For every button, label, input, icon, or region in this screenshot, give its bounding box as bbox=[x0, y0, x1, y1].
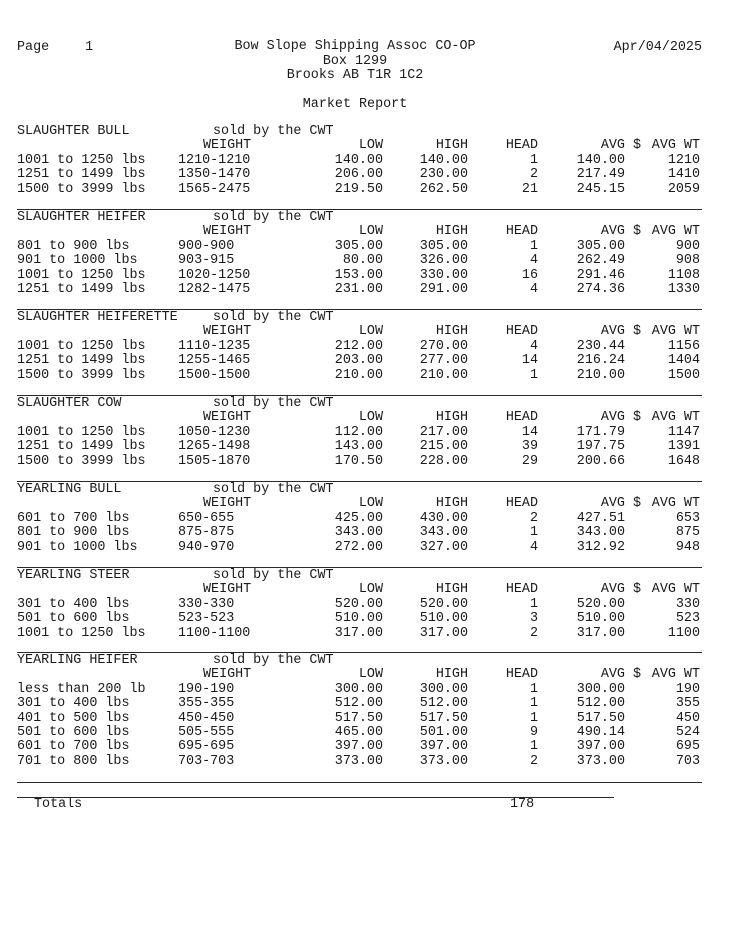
avg-weight: 2059 bbox=[667, 181, 700, 197]
weight-column-header: WEIGHT bbox=[203, 667, 252, 683]
low-price: 517.50 bbox=[334, 710, 383, 726]
low-price: 397.00 bbox=[334, 739, 383, 755]
head-count: 1 bbox=[529, 681, 538, 697]
weight-class: 601 to 700 lbs bbox=[17, 739, 130, 755]
avg-weight: 450 bbox=[675, 710, 700, 726]
low-price: 317.00 bbox=[334, 625, 383, 641]
avg-price: 197.75 bbox=[576, 439, 625, 455]
low-column-header: LOW bbox=[358, 496, 383, 512]
weight-range: 450-450 bbox=[178, 710, 235, 726]
weight-range: 1500-1500 bbox=[178, 367, 251, 383]
low-price: 305.00 bbox=[334, 238, 383, 254]
section-title-row bbox=[17, 483, 702, 497]
table-row bbox=[17, 598, 702, 612]
weight-class: less than 200 lb bbox=[17, 681, 146, 697]
head-column-header: HEAD bbox=[505, 410, 538, 426]
weight-range: 1350-1470 bbox=[178, 167, 251, 183]
avg-weight: 1147 bbox=[667, 424, 700, 440]
head-column-header: HEAD bbox=[505, 496, 538, 512]
weight-range: 355-355 bbox=[178, 696, 235, 712]
avg-price: 216.24 bbox=[576, 353, 625, 369]
weight-range: 1265-1498 bbox=[178, 439, 251, 455]
sold-by-label: sold by the CWT bbox=[213, 396, 334, 411]
table-row bbox=[17, 440, 702, 454]
avg-weight-column-header: AVG WT bbox=[651, 138, 700, 154]
table-row bbox=[17, 254, 702, 268]
avg-price: 262.49 bbox=[576, 253, 625, 269]
low-price: 520.00 bbox=[334, 596, 383, 612]
low-price: 80.00 bbox=[342, 253, 383, 269]
weight-class: 1001 to 1250 lbs bbox=[17, 152, 146, 168]
avg-weight: 703 bbox=[675, 753, 700, 769]
head-count: 2 bbox=[529, 510, 538, 526]
avg-price: 140.00 bbox=[576, 152, 625, 168]
head-count: 1 bbox=[529, 525, 538, 541]
avg-weight: 695 bbox=[675, 739, 700, 755]
weight-range: 650-655 bbox=[178, 510, 235, 526]
high-price: 217.00 bbox=[419, 424, 468, 440]
high-column-header: HIGH bbox=[435, 667, 468, 683]
avg-weight: 875 bbox=[675, 525, 700, 541]
sold-by-label: sold by the CWT bbox=[213, 310, 334, 325]
high-price: 270.00 bbox=[419, 338, 468, 354]
avg-weight-column-header: AVG WT bbox=[651, 224, 700, 240]
page-label: Page bbox=[17, 40, 50, 55]
weight-class: 1251 to 1499 lbs bbox=[17, 353, 146, 369]
head-count: 2 bbox=[529, 625, 538, 641]
table-row bbox=[17, 269, 702, 283]
head-count: 16 bbox=[521, 267, 538, 283]
avg-weight: 1156 bbox=[667, 338, 700, 354]
high-price: 510.00 bbox=[419, 611, 468, 627]
avg-weight-column-header: AVG WT bbox=[651, 667, 700, 683]
high-price: 317.00 bbox=[419, 625, 468, 641]
high-price: 300.00 bbox=[419, 681, 468, 697]
head-count: 1 bbox=[529, 367, 538, 383]
head-count: 4 bbox=[529, 253, 538, 269]
avg-price: 274.36 bbox=[576, 281, 625, 297]
weight-class: 1001 to 1250 lbs bbox=[17, 424, 146, 440]
section-name: SLAUGHTER COW bbox=[17, 396, 122, 411]
weight-range: 330-330 bbox=[178, 596, 235, 612]
avg-weight: 908 bbox=[675, 253, 700, 269]
weight-column-header: WEIGHT bbox=[203, 582, 252, 598]
avg-price: 217.49 bbox=[576, 167, 625, 183]
weight-range: 1565-2475 bbox=[178, 181, 251, 197]
weight-class: 501 to 600 lbs bbox=[17, 724, 130, 740]
low-price: 512.00 bbox=[334, 696, 383, 712]
section-slaughter-heifer bbox=[17, 211, 702, 297]
table-row bbox=[17, 283, 702, 297]
low-price: 425.00 bbox=[334, 510, 383, 526]
avg-price-column-header: AVG $ bbox=[600, 224, 641, 240]
avg-weight: 355 bbox=[675, 696, 700, 712]
high-price: 228.00 bbox=[419, 453, 468, 469]
section-divider bbox=[17, 782, 702, 783]
high-price: 262.50 bbox=[419, 181, 468, 197]
weight-column-header: WEIGHT bbox=[203, 324, 252, 340]
table-row bbox=[17, 755, 702, 769]
weight-column-header: WEIGHT bbox=[203, 496, 252, 512]
avg-weight: 653 bbox=[675, 510, 700, 526]
weight-range: 1020-1250 bbox=[178, 267, 251, 283]
head-count: 1 bbox=[529, 152, 538, 168]
section-slaughter-heiferette bbox=[17, 311, 702, 383]
low-price: 170.50 bbox=[334, 453, 383, 469]
high-price: 326.00 bbox=[419, 253, 468, 269]
totals-head-count: 178 bbox=[510, 797, 535, 812]
high-price: 215.00 bbox=[419, 439, 468, 455]
head-count: 1 bbox=[529, 596, 538, 612]
table-row bbox=[17, 426, 702, 440]
weight-class: 901 to 1000 lbs bbox=[17, 253, 138, 269]
weight-range: 523-523 bbox=[178, 611, 235, 627]
avg-weight: 330 bbox=[675, 596, 700, 612]
avg-weight-column-header: AVG WT bbox=[651, 582, 700, 598]
avg-weight-column-header: AVG WT bbox=[651, 324, 700, 340]
weight-range: 190-190 bbox=[178, 681, 235, 697]
weight-range: 1100-1100 bbox=[178, 625, 251, 641]
weight-class: 1001 to 1250 lbs bbox=[17, 267, 146, 283]
head-column-header: HEAD bbox=[505, 667, 538, 683]
weight-class: 501 to 600 lbs bbox=[17, 611, 130, 627]
weight-range: 1210-1210 bbox=[178, 152, 251, 168]
head-count: 1 bbox=[529, 696, 538, 712]
table-row bbox=[17, 512, 702, 526]
section-name: YEARLING STEER bbox=[17, 568, 130, 583]
high-price: 140.00 bbox=[419, 152, 468, 168]
high-price: 397.00 bbox=[419, 739, 468, 755]
low-price: 272.00 bbox=[334, 539, 383, 555]
high-price: 373.00 bbox=[419, 753, 468, 769]
table-row bbox=[17, 168, 702, 182]
weight-class: 1500 to 3999 lbs bbox=[17, 367, 146, 383]
avg-price: 373.00 bbox=[576, 753, 625, 769]
table-row bbox=[17, 183, 702, 197]
avg-price: 245.15 bbox=[576, 181, 625, 197]
section-title-row bbox=[17, 397, 702, 411]
weight-class: 1001 to 1250 lbs bbox=[17, 338, 146, 354]
avg-price: 291.46 bbox=[576, 267, 625, 283]
section-slaughter-cow bbox=[17, 397, 702, 469]
low-price: 373.00 bbox=[334, 753, 383, 769]
section-yearling-bull bbox=[17, 483, 702, 555]
head-column-header: HEAD bbox=[505, 138, 538, 154]
table-row bbox=[17, 740, 702, 754]
section-title-row bbox=[17, 211, 702, 225]
head-column-header: HEAD bbox=[505, 582, 538, 598]
table-row bbox=[17, 726, 702, 740]
table-row bbox=[17, 240, 702, 254]
avg-weight: 1500 bbox=[667, 367, 700, 383]
high-column-header: HIGH bbox=[435, 224, 468, 240]
sold-by-label: sold by the CWT bbox=[213, 653, 334, 668]
head-count: 4 bbox=[529, 338, 538, 354]
table-row bbox=[17, 526, 702, 540]
totals-label: Totals bbox=[34, 797, 83, 812]
weight-class: 1500 to 3999 lbs bbox=[17, 453, 146, 469]
org-address-line2: Brooks AB T1R 1C2 bbox=[286, 68, 424, 83]
high-price: 501.00 bbox=[419, 724, 468, 740]
weight-class: 301 to 400 lbs bbox=[17, 696, 130, 712]
head-count: 21 bbox=[521, 181, 538, 197]
weight-column-header: WEIGHT bbox=[203, 138, 252, 154]
table-row bbox=[17, 340, 702, 354]
avg-weight: 1330 bbox=[667, 281, 700, 297]
avg-price: 171.79 bbox=[576, 424, 625, 440]
table-row bbox=[17, 627, 702, 641]
avg-price: 517.50 bbox=[576, 710, 625, 726]
head-count: 2 bbox=[529, 753, 538, 769]
head-count: 14 bbox=[521, 353, 538, 369]
weight-column-header: WEIGHT bbox=[203, 410, 252, 426]
avg-price: 230.44 bbox=[576, 338, 625, 354]
report-title: Market Report bbox=[302, 97, 408, 112]
head-count: 4 bbox=[529, 281, 538, 297]
low-price: 219.50 bbox=[334, 181, 383, 197]
low-column-header: LOW bbox=[358, 582, 383, 598]
avg-price-column-header: AVG $ bbox=[600, 496, 641, 512]
weight-class: 1251 to 1499 lbs bbox=[17, 439, 146, 455]
high-price: 230.00 bbox=[419, 167, 468, 183]
avg-price: 520.00 bbox=[576, 596, 625, 612]
avg-price-column-header: AVG $ bbox=[600, 667, 641, 683]
high-column-header: HIGH bbox=[435, 496, 468, 512]
column-header-row bbox=[17, 225, 702, 239]
low-column-header: LOW bbox=[358, 138, 383, 154]
avg-price: 312.92 bbox=[576, 539, 625, 555]
high-price: 430.00 bbox=[419, 510, 468, 526]
low-price: 206.00 bbox=[334, 167, 383, 183]
section-name: SLAUGHTER HEIFER bbox=[17, 210, 146, 225]
low-column-header: LOW bbox=[358, 324, 383, 340]
weight-class: 1251 to 1499 lbs bbox=[17, 167, 146, 183]
high-price: 512.00 bbox=[419, 696, 468, 712]
avg-weight: 1404 bbox=[667, 353, 700, 369]
section-yearling-heifer bbox=[17, 654, 702, 769]
section-name: SLAUGHTER BULL bbox=[17, 124, 130, 139]
avg-weight: 1648 bbox=[667, 453, 700, 469]
avg-weight: 948 bbox=[675, 539, 700, 555]
org-header bbox=[205, 40, 505, 84]
head-count: 1 bbox=[529, 710, 538, 726]
high-price: 305.00 bbox=[419, 238, 468, 254]
weight-class: 801 to 900 lbs bbox=[17, 238, 130, 254]
column-header-row bbox=[17, 139, 702, 153]
avg-weight: 190 bbox=[675, 681, 700, 697]
weight-range: 1110-1235 bbox=[178, 338, 251, 354]
weight-range: 875-875 bbox=[178, 525, 235, 541]
weight-range: 1505-1870 bbox=[178, 453, 251, 469]
org-name: Bow Slope Shipping Assoc CO-OP bbox=[234, 39, 476, 54]
head-count: 3 bbox=[529, 611, 538, 627]
avg-weight: 1100 bbox=[667, 625, 700, 641]
high-price: 210.00 bbox=[419, 367, 468, 383]
low-price: 203.00 bbox=[334, 353, 383, 369]
weight-class: 401 to 500 lbs bbox=[17, 710, 130, 726]
high-price: 343.00 bbox=[419, 525, 468, 541]
section-yearling-steer bbox=[17, 569, 702, 641]
section-name: YEARLING BULL bbox=[17, 482, 122, 497]
high-column-header: HIGH bbox=[435, 410, 468, 426]
high-column-header: HIGH bbox=[435, 138, 468, 154]
high-price: 520.00 bbox=[419, 596, 468, 612]
avg-price: 343.00 bbox=[576, 525, 625, 541]
org-address-line1: Box 1299 bbox=[322, 53, 388, 69]
high-price: 330.00 bbox=[419, 267, 468, 283]
avg-weight: 523 bbox=[675, 611, 700, 627]
low-price: 465.00 bbox=[334, 724, 383, 740]
weight-range: 900-900 bbox=[178, 238, 235, 254]
table-row bbox=[17, 154, 702, 168]
high-price: 517.50 bbox=[419, 710, 468, 726]
weight-range: 703-703 bbox=[178, 753, 235, 769]
weight-class: 901 to 1000 lbs bbox=[17, 539, 138, 555]
weight-column-header: WEIGHT bbox=[203, 224, 252, 240]
high-column-header: HIGH bbox=[435, 324, 468, 340]
low-price: 153.00 bbox=[334, 267, 383, 283]
weight-class: 1251 to 1499 lbs bbox=[17, 281, 146, 297]
avg-price: 200.66 bbox=[576, 453, 625, 469]
avg-price: 300.00 bbox=[576, 681, 625, 697]
page-indicator bbox=[17, 40, 93, 55]
table-row bbox=[17, 354, 702, 368]
weight-class: 301 to 400 lbs bbox=[17, 596, 130, 612]
sold-by-label: sold by the CWT bbox=[213, 568, 334, 583]
low-column-header: LOW bbox=[358, 667, 383, 683]
table-row bbox=[17, 712, 702, 726]
avg-price: 210.00 bbox=[576, 367, 625, 383]
head-count: 4 bbox=[529, 539, 538, 555]
avg-weight-column-header: AVG WT bbox=[651, 496, 700, 512]
column-header-row bbox=[17, 668, 702, 682]
avg-price: 510.00 bbox=[576, 611, 625, 627]
head-count: 1 bbox=[529, 739, 538, 755]
weight-range: 1255-1465 bbox=[178, 353, 251, 369]
table-row bbox=[17, 541, 702, 555]
low-price: 300.00 bbox=[334, 681, 383, 697]
weight-class: 1500 to 3999 lbs bbox=[17, 181, 146, 197]
weight-class: 801 to 900 lbs bbox=[17, 525, 130, 541]
avg-weight: 1210 bbox=[667, 152, 700, 168]
head-count: 29 bbox=[521, 453, 538, 469]
avg-price: 305.00 bbox=[576, 238, 625, 254]
low-price: 140.00 bbox=[334, 152, 383, 168]
avg-price-column-header: AVG $ bbox=[600, 324, 641, 340]
column-header-row bbox=[17, 411, 702, 425]
avg-weight-column-header: AVG WT bbox=[651, 410, 700, 426]
low-price: 143.00 bbox=[334, 439, 383, 455]
low-price: 231.00 bbox=[334, 281, 383, 297]
avg-price-column-header: AVG $ bbox=[600, 410, 641, 426]
head-count: 2 bbox=[529, 167, 538, 183]
high-price: 327.00 bbox=[419, 539, 468, 555]
section-title-row bbox=[17, 569, 702, 583]
avg-weight: 524 bbox=[675, 724, 700, 740]
avg-weight: 900 bbox=[675, 238, 700, 254]
low-price: 212.00 bbox=[334, 338, 383, 354]
column-header-row bbox=[17, 497, 702, 511]
avg-price-column-header: AVG $ bbox=[600, 138, 641, 154]
page-number: 1 bbox=[85, 40, 94, 55]
table-row bbox=[17, 612, 702, 626]
column-header-row bbox=[17, 583, 702, 597]
weight-class: 1001 to 1250 lbs bbox=[17, 625, 146, 641]
high-price: 277.00 bbox=[419, 353, 468, 369]
low-price: 510.00 bbox=[334, 611, 383, 627]
low-column-header: LOW bbox=[358, 224, 383, 240]
head-count: 14 bbox=[521, 424, 538, 440]
head-column-header: HEAD bbox=[505, 324, 538, 340]
low-price: 210.00 bbox=[334, 367, 383, 383]
table-row bbox=[17, 683, 702, 697]
section-slaughter-bull bbox=[17, 125, 702, 197]
weight-range: 1050-1230 bbox=[178, 424, 251, 440]
weight-range: 695-695 bbox=[178, 739, 235, 755]
high-price: 291.00 bbox=[419, 281, 468, 297]
avg-price: 512.00 bbox=[576, 696, 625, 712]
section-title-row bbox=[17, 311, 702, 325]
weight-range: 505-555 bbox=[178, 724, 235, 740]
low-column-header: LOW bbox=[358, 410, 383, 426]
table-row bbox=[17, 455, 702, 469]
head-count: 1 bbox=[529, 238, 538, 254]
weight-class: 601 to 700 lbs bbox=[17, 510, 130, 526]
weight-range: 1282-1475 bbox=[178, 281, 251, 297]
weight-range: 903-915 bbox=[178, 253, 235, 269]
column-header-row bbox=[17, 325, 702, 339]
section-name: YEARLING HEIFER bbox=[17, 653, 138, 668]
head-count: 39 bbox=[521, 439, 538, 455]
avg-price: 490.14 bbox=[576, 724, 625, 740]
avg-price-column-header: AVG $ bbox=[600, 582, 641, 598]
table-row bbox=[17, 697, 702, 711]
low-price: 343.00 bbox=[334, 525, 383, 541]
section-name: SLAUGHTER HEIFERETTE bbox=[17, 310, 178, 325]
avg-price: 397.00 bbox=[576, 739, 625, 755]
avg-weight: 1108 bbox=[667, 267, 700, 283]
sold-by-label: sold by the CWT bbox=[213, 210, 334, 225]
head-column-header: HEAD bbox=[505, 224, 538, 240]
weight-range: 940-970 bbox=[178, 539, 235, 555]
high-column-header: HIGH bbox=[435, 582, 468, 598]
sold-by-label: sold by the CWT bbox=[213, 124, 334, 139]
sold-by-label: sold by the CWT bbox=[213, 482, 334, 497]
avg-weight: 1410 bbox=[667, 167, 700, 183]
head-count: 9 bbox=[529, 724, 538, 740]
table-row bbox=[17, 369, 702, 383]
section-title-row bbox=[17, 654, 702, 668]
avg-price: 427.51 bbox=[576, 510, 625, 526]
report-date: Apr/04/2025 bbox=[613, 40, 702, 55]
avg-price: 317.00 bbox=[576, 625, 625, 641]
section-title-row bbox=[17, 125, 702, 139]
weight-class: 701 to 800 lbs bbox=[17, 753, 130, 769]
low-price: 112.00 bbox=[334, 424, 383, 440]
avg-weight: 1391 bbox=[667, 439, 700, 455]
